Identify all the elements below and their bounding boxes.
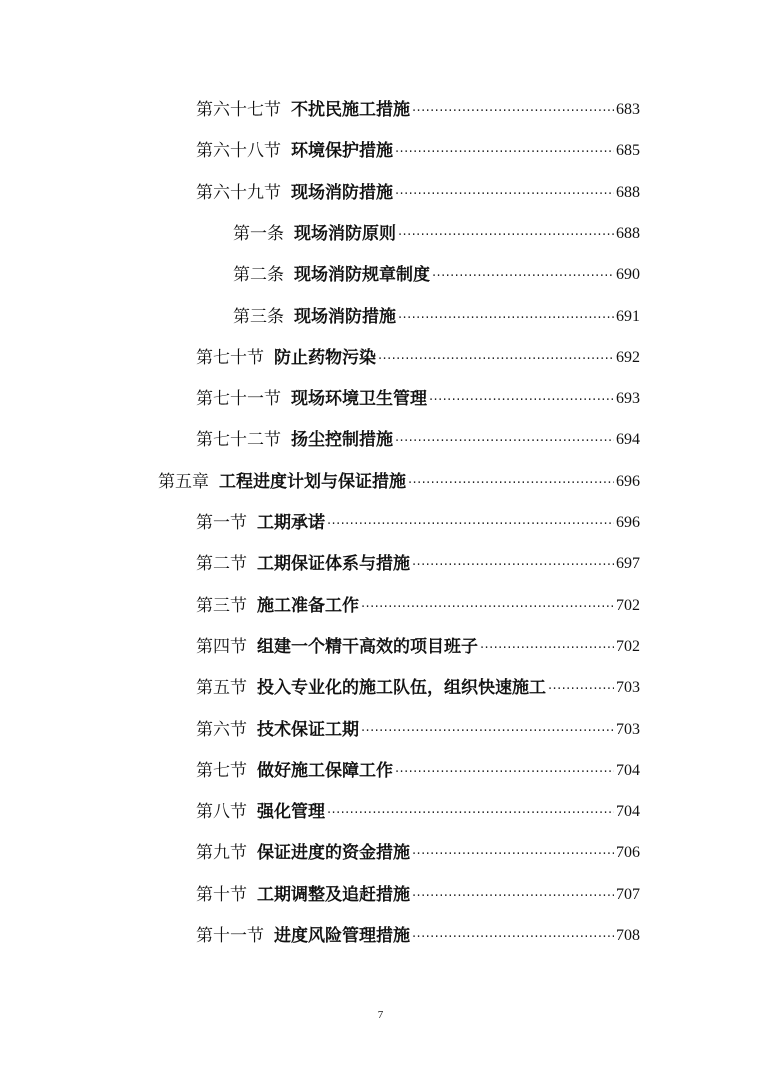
- toc-entry-number: 第一节: [196, 513, 247, 533]
- toc-entry[interactable]: [233, 301, 640, 327]
- toc-entry-title: 现场消防规章制度: [294, 265, 430, 285]
- toc-entry-number: 第一条: [233, 224, 284, 244]
- toc-entry-title: 工程进度计划与保证措施: [219, 472, 406, 492]
- toc-entry-number: 第六十八节: [196, 141, 281, 161]
- toc-dot-leader: [398, 224, 614, 244]
- toc-dot-leader: [432, 265, 614, 285]
- toc-entry-title: 防止药物污染: [274, 348, 376, 368]
- toc-entry[interactable]: [196, 837, 640, 863]
- toc-entry-number: 第五章: [158, 472, 209, 492]
- toc-entry[interactable]: [233, 259, 640, 285]
- toc-entry-number: 第九节: [196, 843, 247, 863]
- toc-dot-leader: [412, 885, 614, 905]
- toc-entry[interactable]: [196, 548, 640, 574]
- toc-dot-leader: [429, 389, 614, 409]
- toc-entry-title: 做好施工保障工作: [257, 761, 393, 781]
- toc-entry-page: 696: [616, 514, 640, 531]
- toc-entry[interactable]: [196, 631, 640, 657]
- toc-entry-title: 现场消防措施: [294, 307, 396, 327]
- toc-dot-leader: [361, 720, 614, 740]
- toc-dot-leader: [398, 307, 614, 327]
- toc-entry[interactable]: [196, 507, 640, 533]
- toc-entry[interactable]: [196, 94, 640, 120]
- toc-dot-leader: [361, 596, 614, 616]
- toc-dot-leader: [327, 513, 614, 533]
- toc-entry-page: 708: [616, 927, 640, 944]
- toc-entry-page: 693: [616, 390, 640, 407]
- toc-entry[interactable]: [196, 879, 640, 905]
- toc-entry[interactable]: [196, 672, 640, 698]
- toc-entry-number: 第七十节: [196, 348, 264, 368]
- toc-entry[interactable]: [196, 177, 640, 203]
- toc-dot-leader: [395, 430, 614, 450]
- toc-entry-number: 第三节: [196, 596, 247, 616]
- page-number: 7: [377, 1009, 384, 1021]
- toc-dot-leader: [548, 678, 614, 698]
- toc-entry-number: 第七十二节: [196, 430, 281, 450]
- toc-dot-leader: [412, 926, 614, 946]
- toc-entry-page: 703: [616, 679, 640, 696]
- toc-entry[interactable]: [233, 218, 640, 244]
- toc-entry-number: 第七十一节: [196, 389, 281, 409]
- toc-entry-number: 第四节: [196, 637, 247, 657]
- toc-entry-title: 强化管理: [257, 802, 325, 822]
- toc-entry-title: 不扰民施工措施: [291, 100, 410, 120]
- toc-dot-leader: [412, 554, 614, 574]
- toc-entry-page: 694: [616, 431, 640, 448]
- toc-entry[interactable]: [196, 755, 640, 781]
- toc-entry-number: 第七节: [196, 761, 247, 781]
- toc-entry-page: 697: [616, 555, 640, 572]
- toc-entry[interactable]: [196, 796, 640, 822]
- toc-entry-number: 第八节: [196, 802, 247, 822]
- toc-entry-title: 环境保护措施: [291, 141, 393, 161]
- toc-entry-title: 技术保证工期: [257, 720, 359, 740]
- toc-entry-number: 第十节: [196, 885, 247, 905]
- toc-entry[interactable]: [196, 920, 640, 946]
- toc-entry[interactable]: [158, 466, 640, 492]
- toc-entry-number: 第六十九节: [196, 183, 281, 203]
- toc-entry-title: 现场消防原则: [294, 224, 396, 244]
- toc-entry-page: 702: [616, 638, 640, 655]
- toc-entry-title: 投入专业化的施工队伍，组织快速施工: [257, 678, 546, 698]
- toc-entry[interactable]: [196, 342, 640, 368]
- toc-entry-page: 703: [616, 721, 640, 738]
- toc-entry[interactable]: [196, 383, 640, 409]
- toc-dot-leader: [327, 802, 614, 822]
- toc-dot-leader: [395, 761, 614, 781]
- toc-entry-page: 688: [616, 225, 640, 242]
- toc-entry-title: 工期调整及追赶措施: [257, 885, 410, 905]
- toc-entry-number: 第六节: [196, 720, 247, 740]
- toc-entry-number: 第二节: [196, 554, 247, 574]
- toc-entry-title: 现场环境卫生管理: [291, 389, 427, 409]
- toc-entry-number: 第五节: [196, 678, 247, 698]
- toc-entry-page: 707: [616, 886, 640, 903]
- toc-entry-number: 第三条: [233, 307, 284, 327]
- toc-entry-page: 685: [616, 142, 640, 159]
- toc-dot-leader: [395, 183, 614, 203]
- toc-entry-page: 704: [616, 762, 640, 779]
- toc-entry-title: 进度风险管理措施: [274, 926, 410, 946]
- toc-entry-number: 第六十七节: [196, 100, 281, 120]
- toc-dot-leader: [412, 100, 614, 120]
- toc-entry-page: 702: [616, 597, 640, 614]
- toc-entry-title: 扬尘控制措施: [291, 430, 393, 450]
- toc-entry-page: 704: [616, 803, 640, 820]
- toc-entry-title: 工期保证体系与措施: [257, 554, 410, 574]
- toc-entry-page: 690: [616, 266, 640, 283]
- toc-entry-page: 696: [616, 473, 640, 490]
- toc-entry-number: 第二条: [233, 265, 284, 285]
- toc-entry-page: 691: [616, 308, 640, 325]
- toc-entry[interactable]: [196, 135, 640, 161]
- toc-entry-page: 692: [616, 349, 640, 366]
- toc-dot-leader: [412, 843, 614, 863]
- toc-entry-title: 施工准备工作: [257, 596, 359, 616]
- toc-dot-leader: [480, 637, 614, 657]
- toc-entry-page: 706: [616, 844, 640, 861]
- toc-entry-number: 第十一节: [196, 926, 264, 946]
- toc-entry[interactable]: [196, 590, 640, 616]
- toc-entry-title: 保证进度的资金措施: [257, 843, 410, 863]
- toc-entry-title: 组建一个精干高效的项目班子: [257, 637, 478, 657]
- toc-entry-title: 工期承诺: [257, 513, 325, 533]
- toc-entry[interactable]: [196, 424, 640, 450]
- toc-entry-page: 688: [616, 184, 640, 201]
- toc-dot-leader: [395, 141, 614, 161]
- toc-dot-leader: [378, 348, 614, 368]
- toc-dot-leader: [408, 472, 614, 492]
- toc-entry[interactable]: [196, 714, 640, 740]
- toc-entry-page: 683: [616, 101, 640, 118]
- toc-entry-title: 现场消防措施: [291, 183, 393, 203]
